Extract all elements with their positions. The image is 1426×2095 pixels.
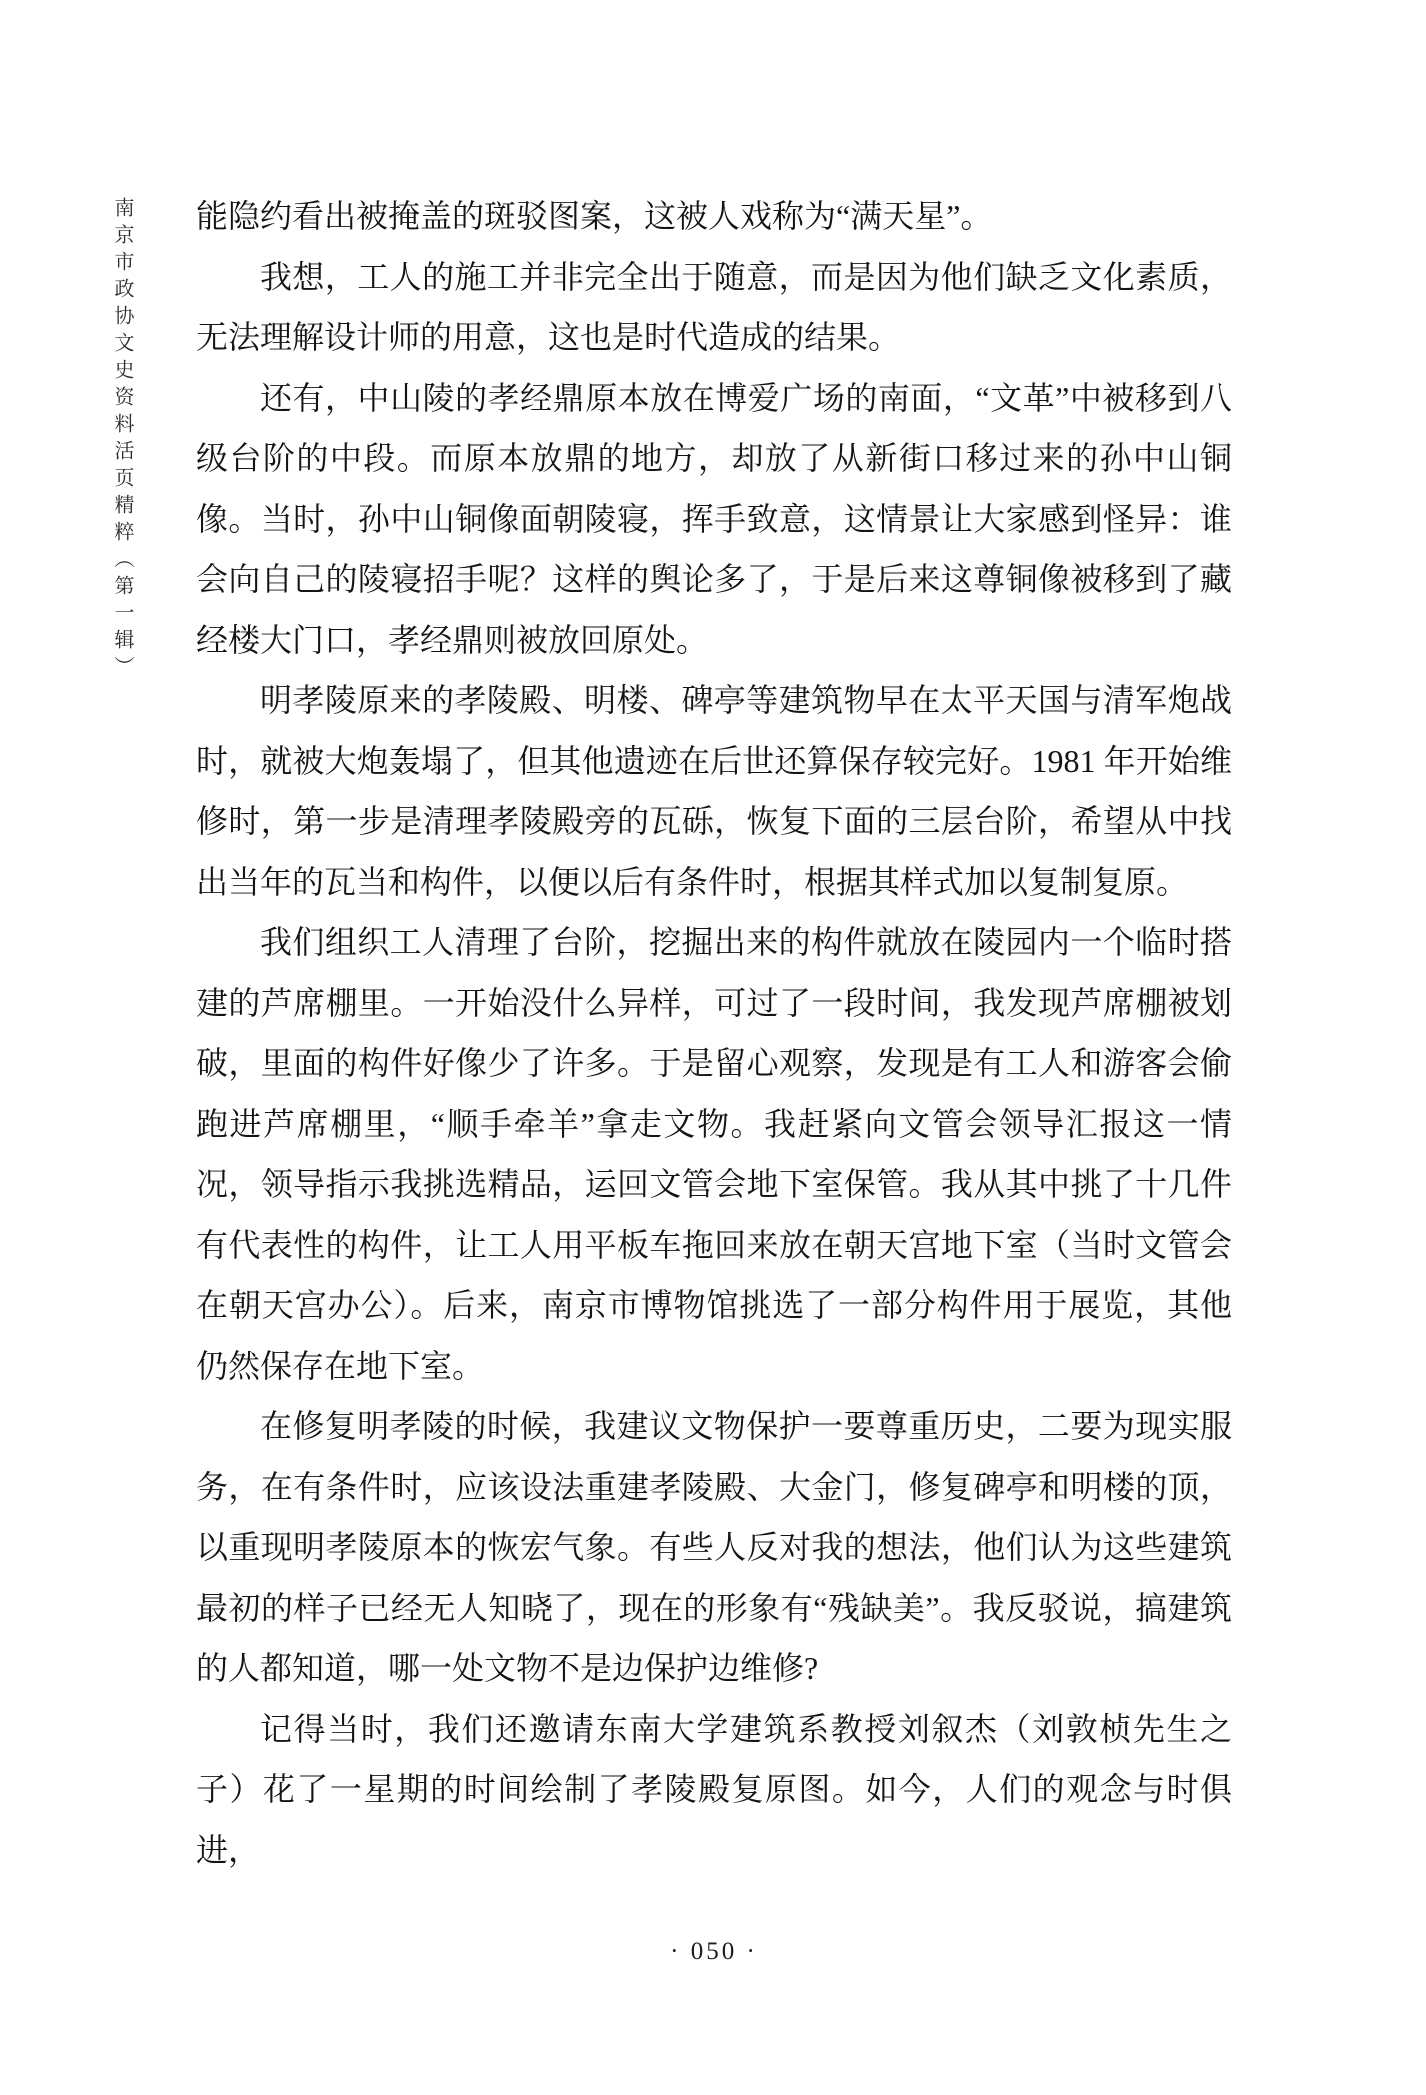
paragraph: 能隐约看出被掩盖的斑驳图案，这被人戏称为“满天星”。: [196, 198, 993, 234]
paragraph: 明孝陵原来的孝陵殿、明楼、碑亭等建筑物早在太平天国与清军炮战时，就被大炮轰塌了，但其他遗迹在后世还算保存较完好。1981 年开始维修时，第一步是清理孝陵殿旁的瓦砾，恢复下面的三层台阶，希望从中找出当年的瓦当和构件，以便以后有条件时，根据其样式加以复制复原。: [196, 682, 1232, 900]
paragraph: 在修复明孝陵的时候，我建议文物保护一要尊重历史，二要为现实服务，在有条件时，应该设法重建孝陵殿、大金门，修复碑亭和明楼的顶，以重现明孝陵原本的恢宏气象。有些人反对我的想法，他们认为这些建筑最初的样子已经无人知晓了，现在的形象有“残缺美”。我反驳说，搞建筑的人都知道，哪一处文物不是边保护边维修?: [196, 1408, 1232, 1686]
body-text: [196, 186, 1232, 1880]
paragraph: 我们组织工人清理了台阶，挖掘出来的构件就放在陵园内一个临时搭建的芦席棚里。一开始没什么异样，可过了一段时间，我发现芦席棚被划破，里面的构件好像少了许多。于是留心观察，发现是有工人和游客会偷跑进芦席棚里，“顺手牵羊”拿走文物。我赶紧向文管会领导汇报这一情况，领导指示我挑选精品，运回文管会地下室保管。我从其中挑了十几件有代表性的构件，让工人用平板车拖回来放在朝天宫地下室（当时文管会在朝天宫办公）。后来，南京市博物馆挑选了一部分构件用于展览，其他仍然保存在地下室。: [196, 924, 1232, 1384]
paragraph: 记得当时，我们还邀请东南大学建筑系教授刘叙杰（刘敦桢先生之子）花了一星期的时间绘制了孝陵殿复原图。如今，人们的观念与时俱进，: [196, 1710, 1232, 1868]
book-series-margin-label: 南京市政协文史资料活页精粹（第一辑）: [111, 197, 133, 683]
page-number: · 050 ·: [670, 1938, 758, 1965]
paragraph: 还有，中山陵的孝经鼎原本放在博爱广场的南面，“文革”中被移到八级台阶的中段。而原本放鼎的地方，却放了从新街口移过来的孙中山铜像。当时，孙中山铜像面朝陵寝，挥手致意，这情景让大家感到怪异：谁会向自己的陵寝招手呢？这样的舆论多了，于是后来这尊铜像被移到了藏经楼大门口，孝经鼎则被放回原处。: [196, 379, 1232, 658]
paragraph: 我想，工人的施工并非完全出于随意，而是因为他们缺乏文化素质，无法理解设计师的用意，这也是时代造成的结果。: [196, 258, 1232, 355]
